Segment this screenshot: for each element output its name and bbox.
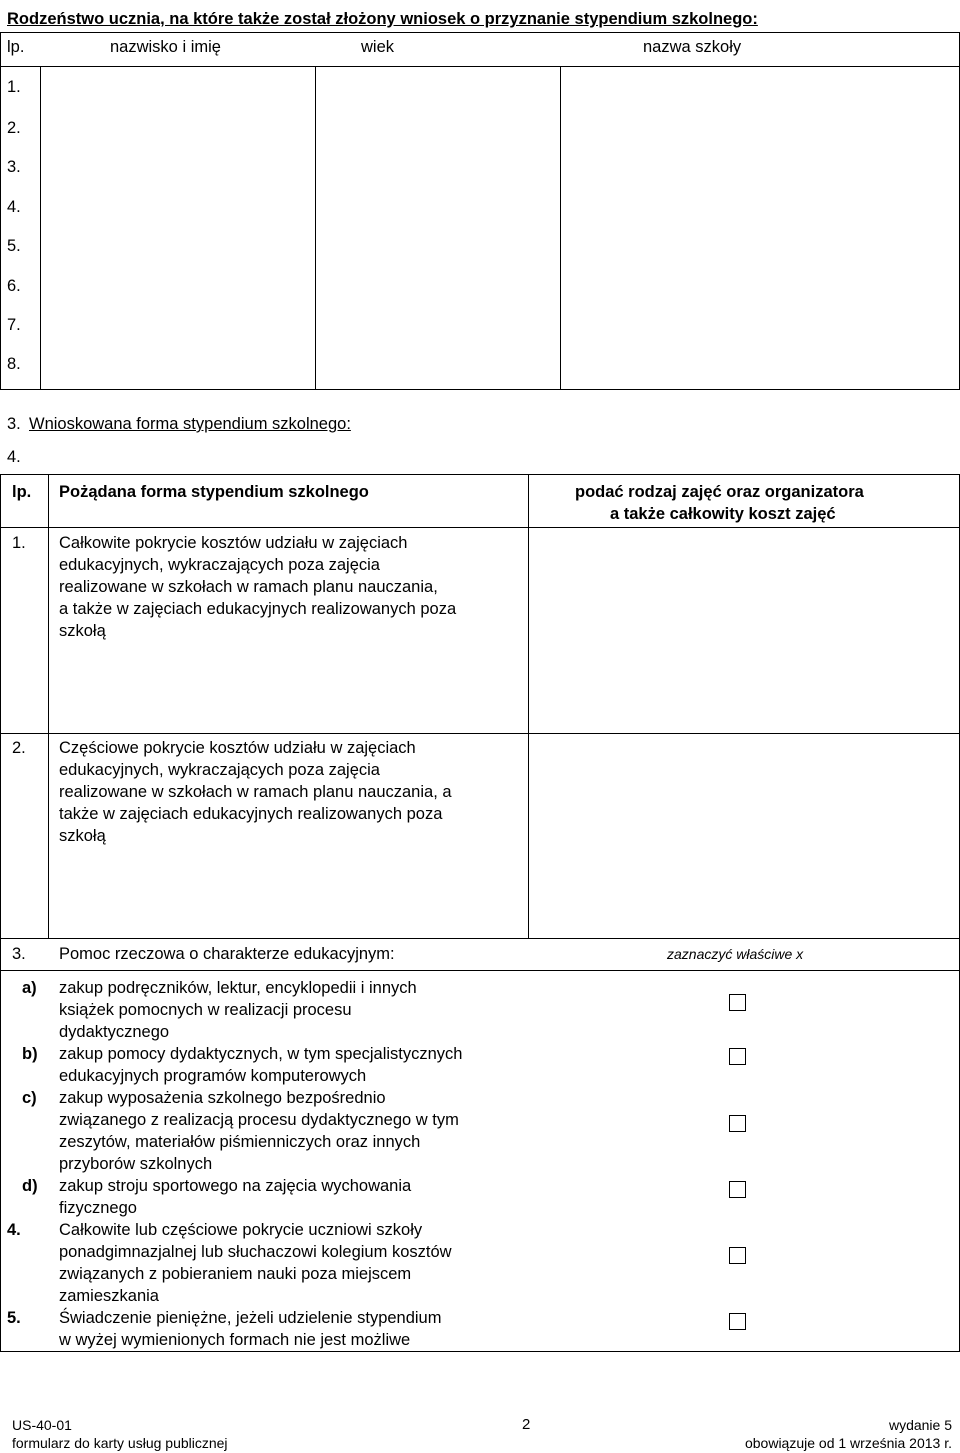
table-border-top <box>0 32 960 33</box>
item-4-text: Całkowite lub częściowe pokrycie uczniowi szkoły ponadgimnazjalnej lub słuchaczowi kolegium kosztów związanych z pobieraniem nauki poza miejscem zamieszkania <box>59 1221 452 1305</box>
item-text-a: zakup podręczników, lektur, encyklopedii i innych książek pomocnych w realizacji procesu dydaktycznego <box>59 979 417 1041</box>
form-col-divider-lp <box>48 474 49 938</box>
table-border-bottom <box>0 389 960 390</box>
item-4-number: 4. <box>7 1221 21 1239</box>
item-label-d: d) <box>22 1177 38 1195</box>
in-kind-title: Pomoc rzeczowa o charakterze edukacyjnym: <box>59 945 395 963</box>
form-row-text: Całkowite pokrycie kosztów udziału w zajęciach edukacyjnych, wykraczających poza zajęcia realizowane w szkołach w ramach planu nauczania, a także w zajęciach edukacyjnych realizowanych poza szkołą <box>59 534 457 640</box>
col-header-name: nazwisko i imię <box>110 38 221 56</box>
form-table-border-top <box>0 474 960 475</box>
col-divider-name <box>315 66 316 390</box>
row-number: 2. <box>7 119 21 137</box>
row-number: 8. <box>7 355 21 373</box>
item-text-b: zakup pomocy dydaktycznych, w tym specjalistycznych edukacyjnych programów komputerowych <box>59 1045 463 1085</box>
form-table-border-bottom <box>0 1351 960 1352</box>
item-label-a: a) <box>22 979 37 997</box>
row-number: 6. <box>7 277 21 295</box>
row-number: 4. <box>7 198 21 216</box>
checkbox-b[interactable] <box>729 1048 746 1065</box>
col-divider-lp <box>40 66 41 390</box>
form-row-input-cell[interactable] <box>529 528 959 733</box>
form-col-header-note-line2: a także całkowity koszt zajęć <box>610 505 836 523</box>
item-5-text: Świadczenie pieniężne, jeżeli udzielenie stypendium w wyżej wymienionych formach nie jest możliwe <box>59 1309 442 1349</box>
checkbox-d[interactable] <box>729 1181 746 1198</box>
form-row-text: Częściowe pokrycie kosztów udziału w zajęciach edukacyjnych, wykraczających poza zajęcia realizowane w szkołach w ramach planu nauczania, a także w zajęciach edukacyjnych realizowanych poza szkołą <box>59 739 452 845</box>
form-row-divider <box>0 938 960 939</box>
form-col-header-form: Pożądana forma stypendium szkolnego <box>59 483 369 501</box>
footer-form-code: US-40-01 <box>12 1417 72 1433</box>
footer-edition: wydanie 5 <box>888 1417 952 1433</box>
footer-form-subtitle: formularz do karty usług publicznej <box>12 1435 228 1451</box>
checkbox-a[interactable] <box>729 994 746 1011</box>
footer-valid-from: obowiązuje od 1 września 2013 r. <box>744 1435 952 1451</box>
col-header-school: nazwa szkoły <box>643 38 742 56</box>
row-number: 3. <box>7 158 21 176</box>
in-kind-divider <box>0 970 960 971</box>
item-text-c: zakup wyposażenia szkolnego bezpośrednio związanego z realizacją procesu dydaktycznego w tym zeszytów, materiałów piśmienniczych oraz innych przyborów szkolnych <box>59 1089 459 1173</box>
form-row-input-cell[interactable] <box>529 734 959 938</box>
row-number: 1. <box>7 78 21 96</box>
checkbox-4[interactable] <box>729 1247 746 1264</box>
siblings-heading: Rodzeństwo ucznia, na które także został złożony wniosek o przyznanie stypendium szkolnego: <box>7 10 758 28</box>
section3-title: Wnioskowana forma stypendium szkolnego: <box>29 415 351 433</box>
section4-number: 4. <box>7 448 21 466</box>
item-text-d: zakup stroju sportowego na zajęcia wychowania fizycznego <box>59 1177 412 1217</box>
form-row-number: 1. <box>12 534 26 552</box>
checkbox-5[interactable] <box>729 1313 746 1330</box>
row-number: 7. <box>7 316 21 334</box>
mark-hint: zaznaczyć właściwe x <box>667 946 804 962</box>
col-header-lp: lp. <box>7 38 25 56</box>
table-header-divider <box>0 66 960 67</box>
col-header-age: wiek <box>361 38 395 56</box>
form-row-number: 2. <box>12 739 26 757</box>
item-5-number: 5. <box>7 1309 21 1327</box>
item-label-c: c) <box>22 1089 37 1107</box>
section3-number: 3. <box>7 415 21 433</box>
footer-page-number: 2 <box>522 1416 531 1433</box>
form-table-border-left <box>0 474 1 1352</box>
table-border-left <box>0 32 1 390</box>
in-kind-number: 3. <box>12 945 26 963</box>
row-number: 5. <box>7 237 21 255</box>
form-col-header-note-line1: podać rodzaj zajęć oraz organizatora <box>575 483 864 501</box>
checkbox-c[interactable] <box>729 1115 746 1132</box>
item-label-b: b) <box>22 1045 38 1063</box>
form-col-header-lp: lp. <box>12 483 32 501</box>
col-divider-age <box>560 66 561 390</box>
